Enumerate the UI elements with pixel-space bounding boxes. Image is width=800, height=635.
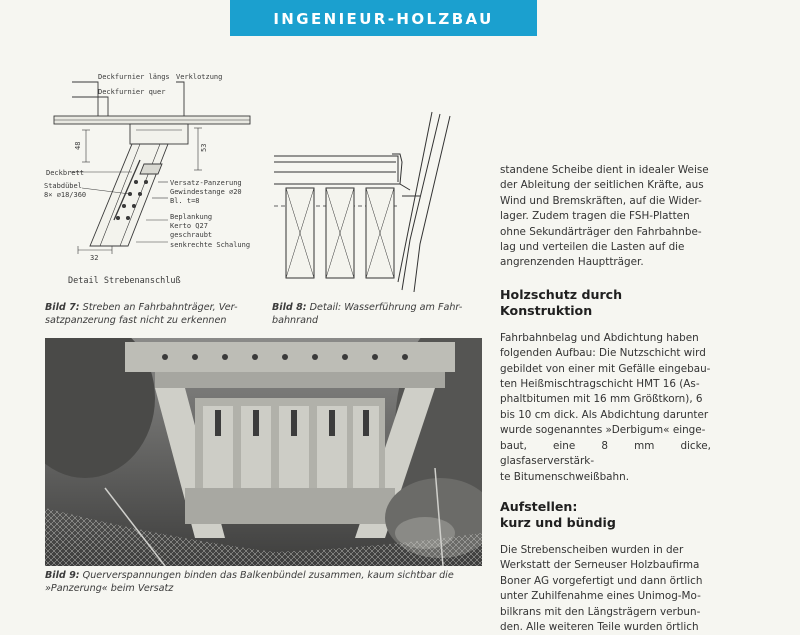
paragraph-line: Fahrbahnbelag und Abdichtung haben [500, 331, 699, 344]
heading-aufstellen [500, 499, 711, 531]
figure-7-caption-label: Bild 7: [45, 302, 80, 313]
figure-8-caption-text-2: bahnrand [272, 315, 319, 326]
paragraph-line: wurde sogenanntes »Derbigum« einge- [500, 424, 706, 437]
label-gewindestange: Gewindestange ⌀20 [170, 188, 242, 196]
section-title: INGENIEUR-HOLZBAU [273, 10, 494, 28]
dimension-48: 48 [74, 141, 82, 150]
paragraph-line: unter Zuhilfenahme eines Unimog-Mo- [500, 590, 701, 603]
figure-7-caption-text-1: Streben an Fahrbahnträger, Ver- [79, 302, 238, 313]
paragraph-line: bis 10 cm dick. Als Abdichtung darunter [500, 408, 709, 421]
paragraph-line: Wind und Bremskräften, auf die Wider- [500, 194, 702, 207]
label-stabduebel-spec: 8× ⌀18/360 [44, 191, 87, 199]
paragraph-line: baut, eine 8 mm dicke, glasfaserverstärk- [500, 439, 711, 468]
paragraph-line: ten Heißmischtragschicht HMT 16 (As- [500, 378, 700, 391]
label-deckfurnier-quer: Deckfurnier quer [98, 88, 166, 96]
paragraph-line: lager. Zudem tragen die FSH-Platten [500, 210, 690, 223]
detail-title: Detail Strebenanschluß [68, 276, 181, 286]
figure-9-caption [45, 569, 485, 595]
figure-8-drawing [270, 110, 480, 295]
paragraph-line: gebildet von einer mit Gefälle eingebau- [500, 362, 711, 375]
label-deckbrett: Deckbrett [46, 169, 84, 177]
figure-9-photo [45, 338, 482, 566]
paragraph-line: ohne Sekundärträger den Fahrbahnbe- [500, 225, 702, 238]
label-deckfurnier-laengs: Deckfurnier längs [98, 73, 170, 81]
figure-8-caption [272, 301, 482, 327]
label-stabduebel: Stabdübel [44, 182, 82, 190]
label-blech: Bl. t=8 [170, 197, 200, 205]
heading-aufstellen-line-1: Aufstellen: [500, 498, 578, 514]
bridge-photo-illustration [45, 338, 482, 566]
figure-7-drawing [40, 70, 275, 295]
dimension-53: 53 [200, 143, 208, 152]
figure-7-caption-text-2: satzpanzerung fast nicht zu erkennen [45, 315, 227, 326]
label-senkrechte-schalung: senkrechte Schalung [170, 241, 251, 249]
label-geschraubt: geschraubt [170, 231, 213, 239]
article-paragraph-2 [500, 331, 711, 485]
paragraph-line: Die Strebenscheiben wurden in der [500, 543, 684, 556]
paragraph-line: Werkstatt der Serneuser Holzbaufirma [500, 559, 700, 572]
paragraph-line: bilkrans mit den Längsträgern verbun- [500, 605, 701, 618]
figure-9-caption-text-1: Querverspannungen binden das Balkenbündel zusammen, kaum sichtbar die [79, 570, 454, 581]
label-versatz-panzerung: Versatz-Panzerung [170, 179, 242, 187]
paragraph-line: lag und verteilen die Lasten auf die [500, 241, 685, 254]
label-beplankung: Beplankung [170, 213, 213, 221]
dimension-32: 32 [90, 254, 99, 262]
paragraph-line: folgenden Aufbau: Die Nutzschicht wird [500, 347, 706, 360]
figure-8-caption-text-1: Detail: Wasserführung am Fahr- [306, 302, 463, 313]
heading-holzschutz: Holzschutz durch Konstruktion [500, 286, 623, 318]
paragraph-line: standene Scheibe dient in idealer Weise [500, 164, 709, 176]
figure-7-caption [45, 301, 270, 327]
paragraph-line: den. Alle weiteren Teile wurden örtlich [500, 620, 699, 633]
paragraph-line: der Ableitung der seitlichen Kräfte, aus [500, 179, 704, 192]
label-kerto: Kerto Q27 [170, 222, 208, 230]
paragraph-line: te Bitumenschweißbahn. [500, 470, 630, 483]
paragraph-line: angrenzenden Hauptträger. [500, 256, 644, 269]
paragraph-line: Boner AG vorgefertigt und dann örtlich [500, 574, 703, 587]
figure-9-caption-text-2: »Panzerung« beim Versatz [45, 583, 174, 594]
article-paragraph-3 [500, 543, 711, 635]
heading-aufstellen-line-2: kurz und bündig [500, 514, 616, 530]
article-paragraph-1 [500, 163, 711, 271]
figure-8-caption-label: Bild 8: [272, 302, 307, 313]
article-column [500, 163, 711, 635]
paragraph-line: phaltbitumen mit 16 mm Größtkorn), 6 [500, 393, 703, 406]
label-verklotzung: Verklotzung [176, 73, 223, 81]
figure-9-caption-label: Bild 9: [45, 570, 80, 581]
